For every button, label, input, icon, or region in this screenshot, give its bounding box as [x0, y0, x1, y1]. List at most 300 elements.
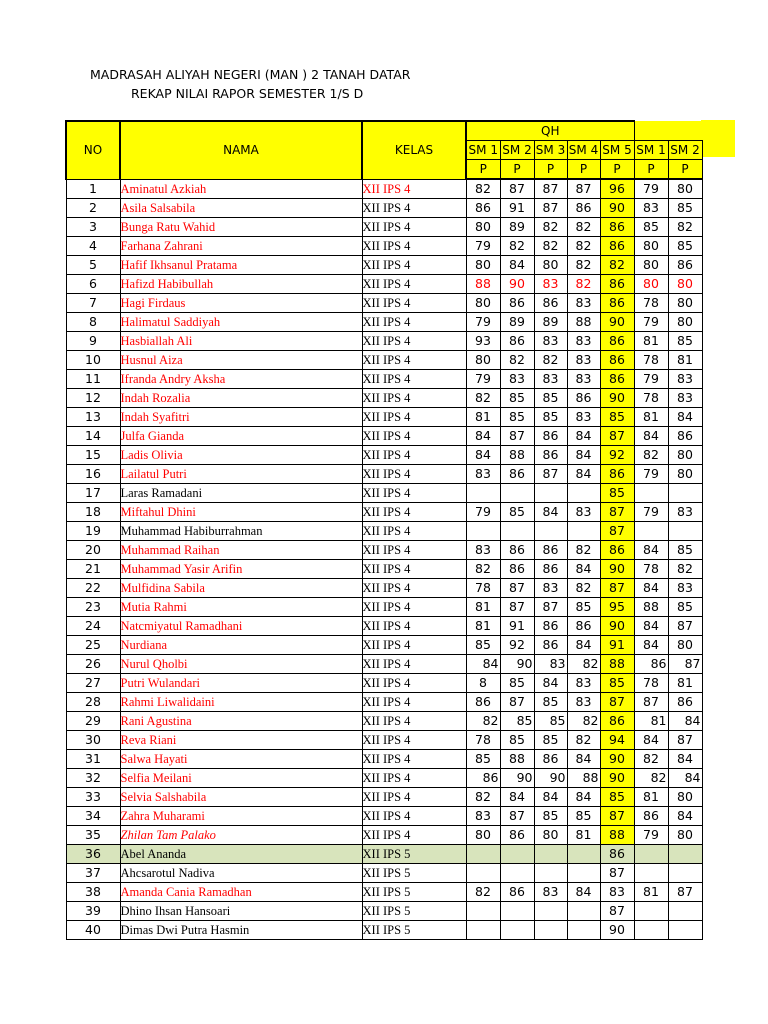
- cell-score[interactable]: [668, 864, 702, 883]
- cell-score[interactable]: 84: [634, 731, 668, 750]
- cell-nama[interactable]: Amanda Cania Ramadhan: [120, 883, 362, 902]
- cell-score[interactable]: [567, 484, 600, 503]
- header-kelas[interactable]: KELAS: [362, 121, 466, 179]
- cell-score[interactable]: [466, 902, 500, 921]
- cell-kelas[interactable]: XII IPS 4: [362, 275, 466, 294]
- header-blank-group[interactable]: [634, 121, 702, 141]
- cell-nama[interactable]: Farhana Zahrani: [120, 237, 362, 256]
- cell-no[interactable]: 33: [66, 788, 120, 807]
- cell-score[interactable]: 86: [567, 617, 600, 636]
- cell-kelas[interactable]: XII IPS 4: [362, 256, 466, 275]
- header-p-3[interactable]: P: [534, 160, 567, 180]
- cell-nama[interactable]: Muhammad Yasir Arifin: [120, 560, 362, 579]
- cell-score[interactable]: 84: [634, 617, 668, 636]
- cell-kelas[interactable]: XII IPS 4: [362, 522, 466, 541]
- cell-kelas[interactable]: XII IPS 4: [362, 465, 466, 484]
- cell-score[interactable]: 86: [500, 826, 534, 845]
- cell-nama[interactable]: Nurdiana: [120, 636, 362, 655]
- cell-score[interactable]: 83: [567, 503, 600, 522]
- cell-score[interactable]: 85: [466, 750, 500, 769]
- cell-score[interactable]: 93: [466, 332, 500, 351]
- header-p-7[interactable]: P: [668, 160, 702, 180]
- cell-score[interactable]: 84: [668, 750, 702, 769]
- cell-score[interactable]: 85: [567, 598, 600, 617]
- cell-score[interactable]: 80: [668, 275, 702, 294]
- cell-score[interactable]: 90: [534, 769, 567, 788]
- cell-score[interactable]: 87: [668, 731, 702, 750]
- cell-score[interactable]: [466, 845, 500, 864]
- cell-score[interactable]: 86: [534, 636, 567, 655]
- cell-score[interactable]: 87: [600, 902, 634, 921]
- cell-score[interactable]: [634, 902, 668, 921]
- cell-score[interactable]: 85: [534, 807, 567, 826]
- cell-nama[interactable]: Hagi Firdaus: [120, 294, 362, 313]
- cell-nama[interactable]: Hafif Ikhsanul Pratama: [120, 256, 362, 275]
- cell-nama[interactable]: Husnul Aiza: [120, 351, 362, 370]
- cell-no[interactable]: 17: [66, 484, 120, 503]
- cell-no[interactable]: 25: [66, 636, 120, 655]
- cell-score[interactable]: 86: [600, 351, 634, 370]
- cell-score[interactable]: 85: [466, 636, 500, 655]
- cell-score[interactable]: 92: [600, 446, 634, 465]
- cell-score[interactable]: 86: [567, 199, 600, 218]
- cell-score[interactable]: 82: [567, 712, 600, 731]
- cell-nama[interactable]: Muhammad Raihan: [120, 541, 362, 560]
- cell-score[interactable]: 78: [634, 560, 668, 579]
- cell-score[interactable]: 86: [567, 389, 600, 408]
- cell-score[interactable]: 82: [634, 769, 668, 788]
- cell-score[interactable]: 84: [567, 788, 600, 807]
- cell-score[interactable]: 82: [567, 237, 600, 256]
- cell-score[interactable]: 84: [466, 446, 500, 465]
- cell-score[interactable]: 85: [500, 503, 534, 522]
- cell-no[interactable]: 26: [66, 655, 120, 674]
- cell-score[interactable]: 86: [500, 541, 534, 560]
- cell-score[interactable]: 82: [500, 237, 534, 256]
- cell-score[interactable]: 87: [600, 864, 634, 883]
- cell-score[interactable]: 89: [500, 313, 534, 332]
- cell-score[interactable]: [534, 921, 567, 940]
- cell-score[interactable]: [500, 921, 534, 940]
- cell-score[interactable]: 82: [567, 256, 600, 275]
- cell-score[interactable]: 86: [500, 560, 534, 579]
- cell-score[interactable]: 85: [534, 408, 567, 427]
- cell-nama[interactable]: Salwa Hayati: [120, 750, 362, 769]
- cell-score[interactable]: 83: [466, 465, 500, 484]
- cell-score[interactable]: 86: [600, 237, 634, 256]
- cell-score[interactable]: 85: [600, 674, 634, 693]
- cell-kelas[interactable]: XII IPS 4: [362, 693, 466, 712]
- cell-kelas[interactable]: XII IPS 4: [362, 446, 466, 465]
- cell-no[interactable]: 37: [66, 864, 120, 883]
- cell-score[interactable]: 86: [534, 294, 567, 313]
- cell-score[interactable]: 82: [668, 218, 702, 237]
- cell-nama[interactable]: Indah Syafitri: [120, 408, 362, 427]
- cell-score[interactable]: 94: [600, 731, 634, 750]
- cell-score[interactable]: 83: [668, 579, 702, 598]
- cell-score[interactable]: [466, 522, 500, 541]
- cell-score[interactable]: 81: [668, 674, 702, 693]
- cell-score[interactable]: 83: [534, 275, 567, 294]
- header-sem-2[interactable]: SM 2: [500, 141, 534, 160]
- cell-score[interactable]: [634, 864, 668, 883]
- cell-score[interactable]: [500, 902, 534, 921]
- cell-kelas[interactable]: XII IPS 4: [362, 826, 466, 845]
- cell-score[interactable]: 80: [534, 256, 567, 275]
- cell-score[interactable]: 82: [567, 218, 600, 237]
- cell-score[interactable]: 81: [466, 617, 500, 636]
- cell-score[interactable]: [534, 864, 567, 883]
- cell-score[interactable]: 83: [668, 503, 702, 522]
- cell-no[interactable]: 2: [66, 199, 120, 218]
- header-sem-5[interactable]: SM 5: [600, 141, 634, 160]
- cell-score[interactable]: 85: [534, 389, 567, 408]
- cell-score[interactable]: 96: [600, 179, 634, 199]
- header-p-5[interactable]: P: [600, 160, 634, 180]
- cell-score[interactable]: 85: [567, 807, 600, 826]
- cell-score[interactable]: 84: [634, 636, 668, 655]
- cell-score[interactable]: [567, 921, 600, 940]
- cell-score[interactable]: 86: [466, 693, 500, 712]
- cell-nama[interactable]: Rani Agustina: [120, 712, 362, 731]
- cell-score[interactable]: 90: [500, 275, 534, 294]
- cell-score[interactable]: 81: [634, 883, 668, 902]
- cell-no[interactable]: 14: [66, 427, 120, 446]
- cell-score[interactable]: 78: [466, 731, 500, 750]
- header-nama[interactable]: NAMA: [120, 121, 362, 179]
- header-sem-6[interactable]: SM 1: [634, 141, 668, 160]
- cell-score[interactable]: 85: [668, 541, 702, 560]
- cell-score[interactable]: 86: [600, 294, 634, 313]
- cell-score[interactable]: 85: [534, 731, 567, 750]
- cell-score[interactable]: 80: [634, 237, 668, 256]
- cell-nama[interactable]: Putri Wulandari: [120, 674, 362, 693]
- cell-no[interactable]: 28: [66, 693, 120, 712]
- cell-score[interactable]: 87: [500, 598, 534, 617]
- cell-score[interactable]: [466, 864, 500, 883]
- cell-kelas[interactable]: XII IPS 4: [362, 807, 466, 826]
- cell-score[interactable]: 84: [668, 712, 702, 731]
- cell-nama[interactable]: Hafizd Habibullah: [120, 275, 362, 294]
- cell-score[interactable]: 84: [500, 256, 534, 275]
- cell-score[interactable]: 82: [567, 275, 600, 294]
- cell-kelas[interactable]: XII IPS 4: [362, 179, 466, 199]
- cell-nama[interactable]: Abel Ananda: [120, 845, 362, 864]
- cell-score[interactable]: 84: [500, 788, 534, 807]
- cell-score[interactable]: 84: [668, 769, 702, 788]
- cell-score[interactable]: [668, 845, 702, 864]
- cell-score[interactable]: 83: [567, 370, 600, 389]
- cell-score[interactable]: [567, 845, 600, 864]
- cell-score[interactable]: 81: [634, 408, 668, 427]
- cell-score[interactable]: 84: [534, 674, 567, 693]
- cell-score[interactable]: 78: [634, 389, 668, 408]
- cell-score[interactable]: 87: [500, 427, 534, 446]
- cell-score[interactable]: 84: [466, 655, 500, 674]
- cell-score[interactable]: 87: [534, 465, 567, 484]
- cell-score[interactable]: 79: [634, 465, 668, 484]
- cell-score[interactable]: 87: [500, 693, 534, 712]
- cell-nama[interactable]: Muhammad Habiburrahman: [120, 522, 362, 541]
- cell-no[interactable]: 40: [66, 921, 120, 940]
- cell-score[interactable]: 87: [634, 693, 668, 712]
- cell-score[interactable]: 85: [600, 484, 634, 503]
- cell-score[interactable]: 86: [634, 655, 668, 674]
- cell-score[interactable]: 90: [600, 560, 634, 579]
- cell-no[interactable]: 5: [66, 256, 120, 275]
- cell-score[interactable]: 79: [466, 313, 500, 332]
- cell-score[interactable]: 87: [567, 179, 600, 199]
- cell-score[interactable]: 83: [534, 579, 567, 598]
- cell-score[interactable]: 84: [634, 427, 668, 446]
- cell-score[interactable]: 84: [668, 408, 702, 427]
- header-sem-3[interactable]: SM 3: [534, 141, 567, 160]
- cell-score[interactable]: 84: [634, 579, 668, 598]
- cell-nama[interactable]: Aminatul Azkiah: [120, 179, 362, 199]
- cell-no[interactable]: 16: [66, 465, 120, 484]
- cell-no[interactable]: 21: [66, 560, 120, 579]
- cell-score[interactable]: 84: [567, 883, 600, 902]
- cell-score[interactable]: 91: [500, 199, 534, 218]
- cell-kelas[interactable]: XII IPS 4: [362, 427, 466, 446]
- header-p-6[interactable]: P: [634, 160, 668, 180]
- cell-kelas[interactable]: XII IPS 4: [362, 313, 466, 332]
- header-sem-7[interactable]: SM 2: [668, 141, 702, 160]
- cell-kelas[interactable]: XII IPS 4: [362, 617, 466, 636]
- cell-score[interactable]: 86: [534, 750, 567, 769]
- cell-score[interactable]: 82: [500, 351, 534, 370]
- cell-kelas[interactable]: XII IPS 4: [362, 408, 466, 427]
- cell-score[interactable]: 90: [600, 389, 634, 408]
- cell-score[interactable]: 86: [534, 617, 567, 636]
- cell-score[interactable]: 80: [634, 275, 668, 294]
- cell-score[interactable]: 80: [668, 788, 702, 807]
- cell-score[interactable]: [534, 902, 567, 921]
- cell-score[interactable]: 85: [500, 731, 534, 750]
- cell-score[interactable]: 87: [500, 579, 534, 598]
- cell-score[interactable]: 78: [466, 579, 500, 598]
- cell-score[interactable]: 87: [500, 807, 534, 826]
- cell-score[interactable]: 80: [466, 218, 500, 237]
- cell-kelas[interactable]: XII IPS 4: [362, 218, 466, 237]
- cell-no[interactable]: 35: [66, 826, 120, 845]
- cell-score[interactable]: 80: [466, 351, 500, 370]
- cell-score[interactable]: 80: [466, 826, 500, 845]
- cell-score[interactable]: 85: [500, 712, 534, 731]
- cell-no[interactable]: 15: [66, 446, 120, 465]
- cell-score[interactable]: 83: [534, 332, 567, 351]
- cell-score[interactable]: [466, 921, 500, 940]
- cell-nama[interactable]: Asila Salsabila: [120, 199, 362, 218]
- cell-score[interactable]: 83: [567, 351, 600, 370]
- cell-score[interactable]: 83: [534, 655, 567, 674]
- cell-score[interactable]: 82: [466, 179, 500, 199]
- cell-no[interactable]: 22: [66, 579, 120, 598]
- cell-score[interactable]: 85: [668, 237, 702, 256]
- cell-score[interactable]: 80: [634, 256, 668, 275]
- cell-score[interactable]: [668, 522, 702, 541]
- cell-kelas[interactable]: XII IPS 4: [362, 655, 466, 674]
- cell-score[interactable]: 90: [500, 655, 534, 674]
- cell-nama[interactable]: Nurul Qholbi: [120, 655, 362, 674]
- cell-score[interactable]: 83: [466, 541, 500, 560]
- cell-kelas[interactable]: XII IPS 4: [362, 750, 466, 769]
- cell-score[interactable]: 82: [534, 218, 567, 237]
- cell-kelas[interactable]: XII IPS 4: [362, 731, 466, 750]
- cell-score[interactable]: 87: [534, 598, 567, 617]
- cell-kelas[interactable]: XII IPS 4: [362, 370, 466, 389]
- cell-score[interactable]: 78: [634, 351, 668, 370]
- cell-score[interactable]: 88: [500, 446, 534, 465]
- cell-kelas[interactable]: XII IPS 5: [362, 921, 466, 940]
- cell-nama[interactable]: Ladis Olivia: [120, 446, 362, 465]
- cell-score[interactable]: [634, 921, 668, 940]
- cell-score[interactable]: 80: [668, 313, 702, 332]
- cell-no[interactable]: 27: [66, 674, 120, 693]
- cell-score[interactable]: 90: [600, 921, 634, 940]
- cell-score[interactable]: 84: [567, 560, 600, 579]
- cell-score[interactable]: 79: [634, 503, 668, 522]
- cell-score[interactable]: 82: [534, 351, 567, 370]
- cell-score[interactable]: 80: [534, 826, 567, 845]
- cell-score[interactable]: 82: [634, 750, 668, 769]
- cell-score[interactable]: 86: [534, 541, 567, 560]
- cell-score[interactable]: 86: [668, 693, 702, 712]
- cell-nama[interactable]: Bunga Ratu Wahid: [120, 218, 362, 237]
- cell-score[interactable]: 83: [668, 389, 702, 408]
- cell-score[interactable]: 85: [668, 199, 702, 218]
- cell-score[interactable]: 81: [466, 408, 500, 427]
- cell-nama[interactable]: Miftahul Dhini: [120, 503, 362, 522]
- cell-nama[interactable]: Dimas Dwi Putra Hasmin: [120, 921, 362, 940]
- cell-kelas[interactable]: XII IPS 4: [362, 636, 466, 655]
- cell-score[interactable]: 86: [534, 446, 567, 465]
- cell-no[interactable]: 36: [66, 845, 120, 864]
- cell-nama[interactable]: Rahmi Liwalidaini: [120, 693, 362, 712]
- cell-score[interactable]: [500, 522, 534, 541]
- cell-score[interactable]: 88: [600, 826, 634, 845]
- cell-score[interactable]: 81: [466, 598, 500, 617]
- cell-score[interactable]: 91: [500, 617, 534, 636]
- cell-no[interactable]: 9: [66, 332, 120, 351]
- cell-score[interactable]: 91: [600, 636, 634, 655]
- cell-score[interactable]: 86: [634, 807, 668, 826]
- cell-score[interactable]: 80: [466, 294, 500, 313]
- cell-score[interactable]: 83: [634, 199, 668, 218]
- cell-no[interactable]: 31: [66, 750, 120, 769]
- cell-score[interactable]: 87: [668, 883, 702, 902]
- cell-nama[interactable]: Dhino Ihsan Hansoari: [120, 902, 362, 921]
- cell-score[interactable]: 87: [600, 427, 634, 446]
- cell-score[interactable]: 87: [600, 503, 634, 522]
- cell-nama[interactable]: Laras Ramadani: [120, 484, 362, 503]
- cell-score[interactable]: 88: [567, 313, 600, 332]
- cell-score[interactable]: 92: [500, 636, 534, 655]
- cell-score[interactable]: 86: [668, 427, 702, 446]
- cell-score[interactable]: 85: [600, 788, 634, 807]
- cell-score[interactable]: 90: [500, 769, 534, 788]
- cell-score[interactable]: 79: [634, 313, 668, 332]
- cell-kelas[interactable]: XII IPS 4: [362, 332, 466, 351]
- cell-no[interactable]: 11: [66, 370, 120, 389]
- cell-kelas[interactable]: XII IPS 4: [362, 199, 466, 218]
- cell-score[interactable]: 85: [668, 598, 702, 617]
- cell-score[interactable]: 84: [466, 427, 500, 446]
- cell-score[interactable]: 82: [600, 256, 634, 275]
- cell-nama[interactable]: Ifranda Andry Aksha: [120, 370, 362, 389]
- cell-score[interactable]: 88: [634, 598, 668, 617]
- cell-score[interactable]: 86: [534, 560, 567, 579]
- cell-no[interactable]: 19: [66, 522, 120, 541]
- cell-kelas[interactable]: XII IPS 5: [362, 902, 466, 921]
- cell-score[interactable]: 81: [634, 712, 668, 731]
- cell-no[interactable]: 1: [66, 179, 120, 199]
- cell-score[interactable]: 79: [634, 826, 668, 845]
- cell-score[interactable]: 87: [600, 807, 634, 826]
- cell-score[interactable]: [534, 484, 567, 503]
- cell-nama[interactable]: Reva Riani: [120, 731, 362, 750]
- cell-no[interactable]: 10: [66, 351, 120, 370]
- cell-score[interactable]: 86: [600, 541, 634, 560]
- cell-kelas[interactable]: XII IPS 4: [362, 389, 466, 408]
- cell-score[interactable]: 82: [466, 788, 500, 807]
- cell-score[interactable]: 86: [600, 218, 634, 237]
- cell-score[interactable]: 86: [668, 256, 702, 275]
- cell-score[interactable]: [500, 864, 534, 883]
- cell-score[interactable]: 86: [466, 769, 500, 788]
- cell-score[interactable]: 87: [668, 617, 702, 636]
- cell-score[interactable]: 84: [534, 503, 567, 522]
- cell-score[interactable]: 87: [600, 522, 634, 541]
- header-sem-1[interactable]: SM 1: [466, 141, 500, 160]
- cell-kelas[interactable]: XII IPS 4: [362, 351, 466, 370]
- cell-score[interactable]: 80: [668, 179, 702, 199]
- cell-score[interactable]: 85: [534, 693, 567, 712]
- cell-score[interactable]: 89: [534, 313, 567, 332]
- cell-nama[interactable]: Hasbiallah Ali: [120, 332, 362, 351]
- cell-score[interactable]: 84: [567, 750, 600, 769]
- cell-no[interactable]: 12: [66, 389, 120, 408]
- cell-score[interactable]: 85: [534, 712, 567, 731]
- cell-nama[interactable]: Selfia Meilani: [120, 769, 362, 788]
- cell-score[interactable]: 84: [668, 807, 702, 826]
- cell-score[interactable]: 86: [466, 199, 500, 218]
- cell-kelas[interactable]: XII IPS 4: [362, 579, 466, 598]
- cell-score[interactable]: 83: [534, 370, 567, 389]
- cell-score[interactable]: 88: [500, 750, 534, 769]
- cell-score[interactable]: 86: [600, 712, 634, 731]
- cell-score[interactable]: [668, 902, 702, 921]
- cell-kelas[interactable]: XII IPS 4: [362, 560, 466, 579]
- cell-score[interactable]: 84: [634, 541, 668, 560]
- cell-no[interactable]: 34: [66, 807, 120, 826]
- cell-score[interactable]: [534, 522, 567, 541]
- cell-score[interactable]: 87: [534, 199, 567, 218]
- cell-kelas[interactable]: XII IPS 4: [362, 503, 466, 522]
- cell-score[interactable]: 86: [534, 427, 567, 446]
- cell-score[interactable]: 82: [567, 731, 600, 750]
- cell-score[interactable]: 82: [668, 560, 702, 579]
- header-p-1[interactable]: P: [466, 160, 500, 180]
- cell-score[interactable]: 83: [500, 370, 534, 389]
- cell-score[interactable]: 83: [567, 693, 600, 712]
- cell-score[interactable]: 83: [466, 807, 500, 826]
- cell-score[interactable]: 82: [634, 446, 668, 465]
- cell-score[interactable]: 89: [500, 218, 534, 237]
- cell-kelas[interactable]: XII IPS 4: [362, 484, 466, 503]
- cell-score[interactable]: 78: [634, 294, 668, 313]
- cell-score[interactable]: 86: [600, 275, 634, 294]
